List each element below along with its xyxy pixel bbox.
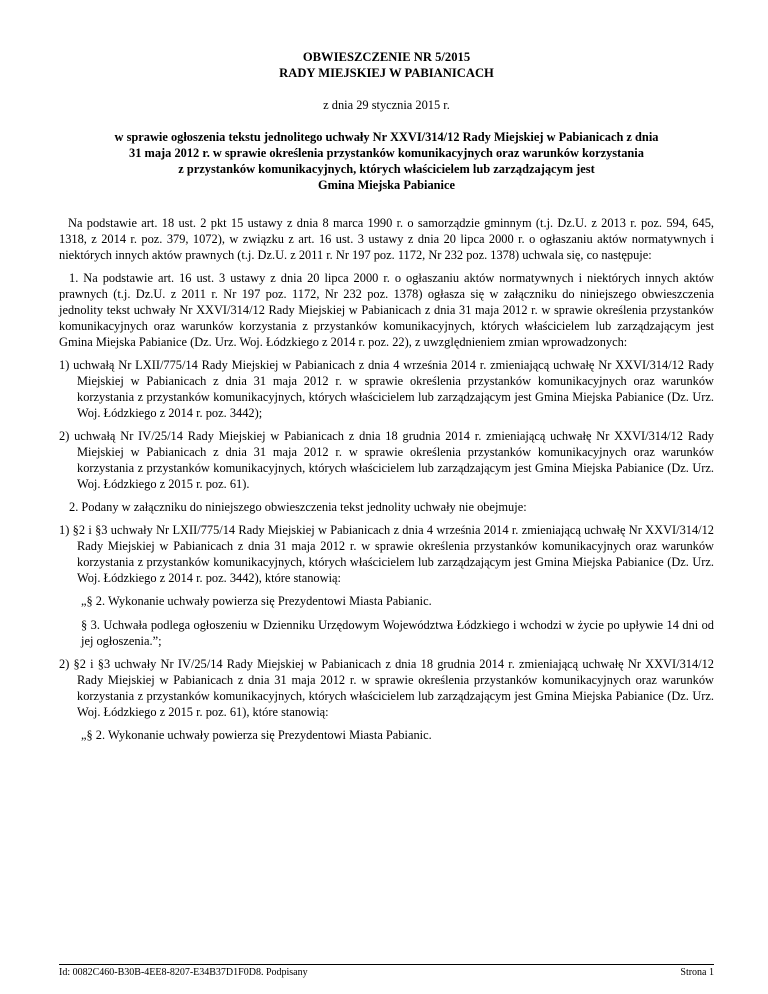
section-2-item-1: 1) §2 i §3 uchwały Nr LXII/775/14 Rady Miejskiej w Pabianicach z dnia 4 września 2014 r. zmieniającą uchwałę Nr XXVI/314/12 Rady Miejskiej w Pabianicach z dnia 31 maja 2012 r. w sprawie określenia przystanków komunikacyjnych oraz warunków korzystania z przystanków komunikacyjnych, których właścicielem lub zarządzającym jest Gmina Miejska Pabianice (Dz. Urz. Woj. Łódzkiego z 2014 r. poz. 3442), które stanowią:: [59, 523, 714, 585]
document-title-line2: RADY MIEJSKIEJ W PABIANICACH: [279, 66, 494, 80]
document-content: [59, 49, 714, 743]
document-subject: [59, 129, 714, 193]
intro-paragraph: Na podstawie art. 18 ust. 2 pkt 15 ustawy z dnia 8 marca 1990 r. o samorządzie gminnym (t.j. Dz.U. z 2013 r. poz. 594, 645, 1318, z 2014 r. poz. 379, 1072), w związku z art. 16 ust. 3 ustawy z dnia 20 lipca 2000 r. o ogłaszaniu aktów normatywnych i niektórych innych aktów prawnych (t.j. Dz.U. z 2011 r. Nr 197 poz. 1172, Nr 232 poz. 1378) uchwala się, co następuje:: [59, 216, 714, 262]
section-2-paragraph: 2. Podany w załączniku do niniejszego obwieszczenia tekst jednolity uchwały nie obejmuje:: [69, 500, 527, 514]
footer-divider: [59, 964, 714, 965]
quoted-paragraph: „§ 2. Wykonanie uchwały powierza się Prezydentowi Miasta Pabianic.: [81, 728, 432, 742]
subject-line: Gmina Miejska Pabianice: [318, 178, 455, 192]
section-1-item-1: 1) uchwałą Nr LXII/775/14 Rady Miejskiej w Pabianicach z dnia 4 września 2014 r. zmieniającą uchwałę Nr XXVI/314/12 Rady Miejskiej w Pabianicach z dnia 31 maja 2012 r. w sprawie określenia przystanków komunikacyjnych oraz warunków korzystania z przystanków komunikacyjnych, których właścicielem lub zarządzającym jest Gmina Miejska Pabianice (Dz. Urz. Woj. Łódzkiego z 2014 r. poz. 3442);: [59, 358, 714, 420]
document-title-line1: OBWIESZCZENIE NR 5/2015: [302, 50, 471, 64]
page-number: Strona 1: [680, 967, 714, 978]
section-1-paragraph: 1. Na podstawie art. 16 ust. 3 ustawy z dnia 20 lipca 2000 r. o ogłaszaniu aktów normatywnych i niektórych innych aktów prawnych (t.j. Dz.U. z 2011 r. Nr 197 poz. 1172, Nr 232 poz. 1378) ogłasza się w załączniku do niniejszego obwieszczenia jednolity tekst uchwały Nr XXVI/314/12 Rady Miejskiej w Pabianicach z dnia 31 maja 2012 r. w sprawie określenia przystanków komunikacyjnych oraz warunków korzystania z przystanków komunikacyjnych, których właścicielem lub zarządzającym jest Gmina Miejska Pabianice (Dz. Urz. Woj. Łódzkiego z 2014 r. poz. 22), z uwzględnieniem zmian wprowadzonych:: [59, 271, 714, 349]
subject-line: w sprawie ogłoszenia tekstu jednolitego uchwały Nr XXVI/314/12 Rady Miejskiej w Pabianicach z dnia: [114, 130, 659, 144]
quoted-paragraph: „§ 2. Wykonanie uchwały powierza się Prezydentowi Miasta Pabianic.: [81, 594, 432, 608]
quoted-paragraph: § 3. Uchwała podlega ogłoszeniu w Dzienniku Urzędowym Województwa Łódzkiego i wchodzi w życie po upływie 14 dni od jej ogłoszenia.”;: [81, 618, 714, 648]
subject-line: 31 maja 2012 r. w sprawie określenia przystanków komunikacyjnych oraz warunków korzystania: [129, 146, 644, 160]
subject-line: z przystanków komunikacyjnych, których właścicielem lub zarządzającym jest: [178, 162, 595, 176]
section-2-item-2: 2) §2 i §3 uchwały Nr IV/25/14 Rady Miejskiej w Pabianicach z dnia 18 grudnia 2014 r. zmieniającą uchwałę Nr XXVI/314/12 Rady Miejskiej w Pabianicach z dnia 31 maja 2012 r. w sprawie określenia przystanków komunikacyjnych oraz warunków korzystania z przystanków komunikacyjnych, których właścicielem lub zarządzającym jest Gmina Miejska Pabianice (Dz. Urz. Woj. Łódzkiego z 2015 r. poz. 61), które stanowią:: [59, 657, 714, 719]
document-date: z dnia 29 stycznia 2015 r.: [323, 98, 450, 112]
section-1-item-2: 2) uchwałą Nr IV/25/14 Rady Miejskiej w Pabianicach z dnia 18 grudnia 2014 r. zmieniającą uchwałę Nr XXVI/314/12 Rady Miejskiej w Pabianicach z dnia 31 maja 2012 r. w sprawie określenia przystanków komunikacyjnych oraz warunków korzystania z przystanków komunikacyjnych, których właścicielem lub zarządzającym jest Gmina Miejska Pabianice (Dz. Urz. Woj. Łódzkiego z 2015 r. poz. 61).: [59, 429, 714, 491]
document-id-footer: Id: 0082C460-B30B-4EE8-8207-E34B37D1F0D8. Podpisany: [59, 967, 308, 978]
